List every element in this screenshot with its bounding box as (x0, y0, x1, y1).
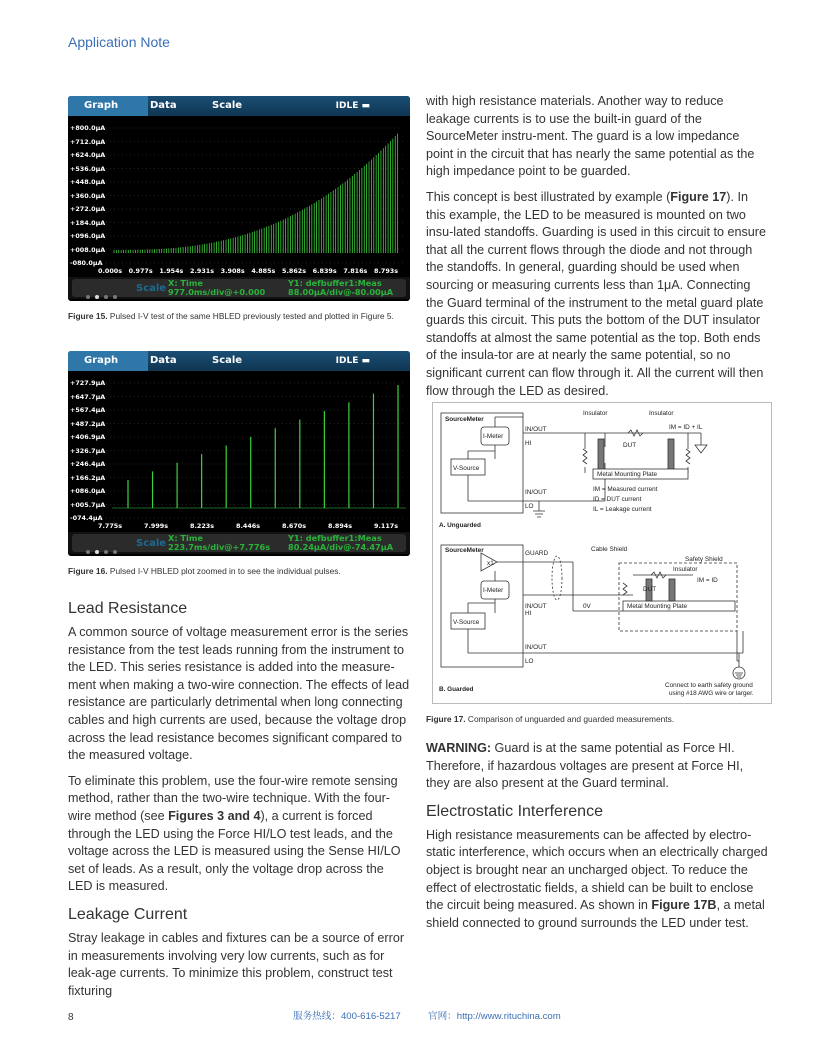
tab-graph[interactable]: Graph (68, 96, 148, 116)
y-tick-label: +086.0μA (70, 487, 106, 495)
y-tick-label: +246.4μA (70, 460, 106, 468)
x-tick-label: 8.894s (328, 522, 353, 530)
guarding-schematic (433, 403, 771, 703)
x-tick-label: 1.954s (159, 267, 184, 275)
y-tick-label: -080.0μA (70, 259, 103, 267)
y-tick-label: +448.0μA (70, 178, 106, 186)
label-imeter: I-Meter (483, 587, 504, 594)
y-tick-label: -074.4μA (70, 514, 103, 522)
y-tick-label: +536.0μA (70, 164, 106, 173)
label-plate: Metal Mounting Plate (627, 603, 688, 610)
label-im-b: IM = ID (697, 577, 718, 584)
label-guard: GUARD (525, 550, 549, 557)
label-dut: DUT (643, 586, 657, 593)
footer-hotline: 服务热线：400-616-5217 (293, 1011, 401, 1022)
label-inout: IN/OUT (525, 426, 547, 433)
label-safety-shield: Safety Shield (685, 556, 723, 563)
y-tick-label: +005.7μA (70, 500, 106, 509)
y-tick-label: +326.7μA (70, 446, 106, 455)
x-tick-label: 7.999s (144, 522, 169, 530)
heading-leakage-current: Leakage Current (68, 905, 188, 923)
x-tick-label: 8.446s (236, 522, 261, 530)
x-tick-label: 6.839s (312, 267, 337, 275)
y-tick-label: +800.0μA (70, 124, 106, 132)
y-tick-label: +567.4μA (70, 406, 106, 414)
legend-id: ID = DUT current (593, 496, 642, 503)
x-tick-label: 3.908s (220, 267, 245, 275)
label-lo: LO (525, 658, 534, 665)
footer-website[interactable]: 官网：http://www.rituchina.com (428, 1011, 561, 1022)
x-tick-label: 9.117s (374, 522, 399, 530)
scale-bar (68, 532, 410, 554)
tab-scale[interactable]: Scale (212, 355, 243, 366)
battery-icon: ▬ (361, 101, 370, 111)
scale-button[interactable]: Scale (136, 538, 167, 549)
label-a-unguarded: A. Unguarded (439, 522, 481, 529)
tab-data[interactable]: Data (150, 355, 177, 366)
page-dots[interactable] (86, 541, 122, 556)
scale-bar (68, 277, 410, 299)
label-inout: IN/OUT (525, 644, 547, 651)
x-tick-label: 8.793s (374, 267, 399, 275)
doc-header: Application Note (68, 34, 170, 50)
legend-im: IM = Measured current (593, 486, 658, 493)
warning-paragraph: WARNING: Guard is at the same potential as Force HI. Therefore, if hazardous voltages are present at Force HI, they are also present at the Guard terminal. (426, 741, 744, 791)
y-axis-info: Y1: defbuffer1:Meas 88.00μA/div@-80.00μA (288, 278, 394, 297)
right-column-top (426, 93, 770, 408)
y-tick-label: +487.2μA (70, 419, 106, 428)
label-insulator: Insulator (583, 410, 608, 417)
y-tick-label: +712.0μA (70, 137, 106, 146)
instrument-screen-2 (68, 351, 410, 556)
label-insulator: Insulator (649, 410, 674, 417)
x-tick-label: 2.931s (190, 267, 215, 275)
caption-figure-17: Figure 17. Comparison of unguarded and guarded measurements. (426, 714, 675, 724)
y-tick-label: +184.0μA (70, 218, 106, 227)
label-ground-note: using #18 AWG wire or larger. (669, 690, 754, 697)
page-number: 8 (68, 1012, 74, 1023)
right-column-bottom (426, 740, 770, 940)
paragraph: A common source of voltage measurement error is the series resistance from the test leads running from the instrument to the LED. This series resistance is added into the measure-ment when making a two-wire connection. The effects of lead resistance are particularly detrimental when long connecting cables and high currents are used, because the voltage drop across the lead resistance becomes significant compared to the measured voltage. (68, 625, 410, 763)
label-inout: IN/OUT (525, 603, 547, 610)
y-tick-label: +008.0μA (70, 245, 106, 254)
label-im: IM = ID + IL (669, 424, 703, 431)
figure-17-diagram (432, 402, 772, 704)
label-x1: x1 (487, 560, 494, 567)
status-idle: IDLE ▬ (335, 101, 370, 111)
y-tick-label: +096.0μA (70, 232, 106, 240)
label-vsource: V-Source (453, 465, 480, 472)
y-tick-label: +647.7μA (70, 392, 106, 401)
heading-electrostatic-interference: Electrostatic Interference (426, 802, 603, 820)
paragraph: Stray leakage in cables and fixtures can be a source of error in measurements involving very low currents, such as for leak-age currents. To minimize this problem, construct test fixturing (68, 930, 405, 998)
label-insulator: Insulator (673, 566, 698, 573)
y-tick-label: +406.9μA (70, 433, 106, 441)
y-tick-label: +360.0μA (70, 191, 106, 200)
paragraph: with high resistance materials. Another way to reduce leakage currents is to use the built-in guard of the SourceMeter instru-ment. The guard is a low impedance point in the circuit that has nearly the same potential as the high impedance point to be guarded. (426, 94, 755, 179)
label-cable-shield: Cable Shield (591, 546, 628, 553)
label-vsource: V-Source (453, 619, 480, 626)
tab-scale[interactable]: Scale (212, 100, 243, 111)
x-tick-label: 0.000s (98, 267, 123, 275)
x-tick-label: 0.977s (128, 267, 153, 275)
tab-data[interactable]: Data (150, 100, 177, 111)
tab-graph[interactable]: Graph (68, 351, 148, 371)
label-imeter: I-Meter (483, 433, 504, 440)
y-tick-label: +272.0μA (70, 205, 106, 213)
y-tick-label: +727.9μA (70, 379, 106, 387)
label-plate: Metal Mounting Plate (597, 471, 658, 478)
paragraph: High resistance measurements can be affected by electro-static interference, which occurs when an electrically charged object is brought near an uncharged object. To reduce the effect of electrostatic fields, a shield can be built to enclose the circuit being measured. As shown in Figure 17B, a metal shield connected to ground surrounds the LED under test. (426, 827, 768, 930)
x-axis-info: X: Time 977.0ms/div@+0.000 (168, 278, 266, 297)
label-inout: IN/OUT (525, 489, 547, 496)
y-tick-label: +624.0μA (70, 151, 106, 159)
y-tick-label: +166.2μA (70, 473, 106, 482)
label-sourcemeter: SourceMeter (445, 547, 484, 554)
heading-lead-resistance: Lead Resistance (68, 600, 188, 617)
battery-icon: ▬ (361, 356, 370, 366)
label-ground-note: Connect to earth safety ground (665, 682, 753, 689)
left-column (68, 590, 410, 1008)
caption-figure-15: Figure 15. Pulsed I-V test of the same HBLED previously tested and plotted in Figure 5. (68, 311, 394, 321)
label-b-guarded: B. Guarded (439, 686, 474, 693)
label-hi: HI (525, 440, 532, 447)
scale-button[interactable]: Scale (136, 283, 167, 294)
page-dots[interactable] (86, 286, 122, 301)
instrument-screen-1 (68, 96, 410, 301)
label-sourcemeter: SourceMeter (445, 416, 484, 423)
label-lo: LO (525, 503, 534, 510)
caption-figure-16: Figure 16. Pulsed I-V HBLED plot zoomed in to see the individual pulses. (68, 566, 341, 576)
x-tick-label: 7.816s (343, 267, 368, 275)
y-axis-info: Y1: defbuffer1:Meas 80.24μA/div@-74.47μA (288, 533, 394, 552)
x-tick-label: 4.885s (251, 267, 276, 275)
paragraph: This concept is best illustrated by example (Figure 17). In this example, the LED to be measured is mounted on two insu-lated standoffs. Guarding is used in this circuit to ensure that all the current flows through the diode and not through the standoffs. In general, guarding should be used when sourcing or measuring currents less than 1μA. Connecting the Guard terminal of the instrument to the metal guard plate guards this circuit. This puts the bottom of the DUT insulator standoffs at almost the same potential as the top. Both ends of the insula-tor are at nearly the same potential, so no significant current can flow through it. All the current will then flow through the LED as desired. (426, 189, 766, 398)
x-tick-label: 7.775s (98, 522, 123, 530)
label-dut: DUT (623, 442, 637, 449)
x-tick-label: 8.223s (190, 522, 215, 530)
label-hi: HI (525, 610, 532, 617)
x-tick-label: 8.670s (282, 522, 307, 530)
status-idle: IDLE ▬ (335, 356, 370, 366)
label-0v: 0V (583, 603, 591, 610)
x-axis-info: X: Time 223.7ms/div@+7.776s (168, 533, 271, 552)
legend-il: IL = Leakage current (593, 506, 652, 513)
x-tick-label: 5.862s (282, 267, 307, 275)
paragraph: To eliminate this problem, use the four-wire remote sensing method, rather than the two-wire technique. With the four-wire method (see Figures 3 and 4), a current is forced through the LED using the Force HI/LO test leads, and the voltage across the LED is measured using the Sense HI/LO set of leads. As a result, only the voltage drop across the LED is measured. (68, 773, 401, 894)
